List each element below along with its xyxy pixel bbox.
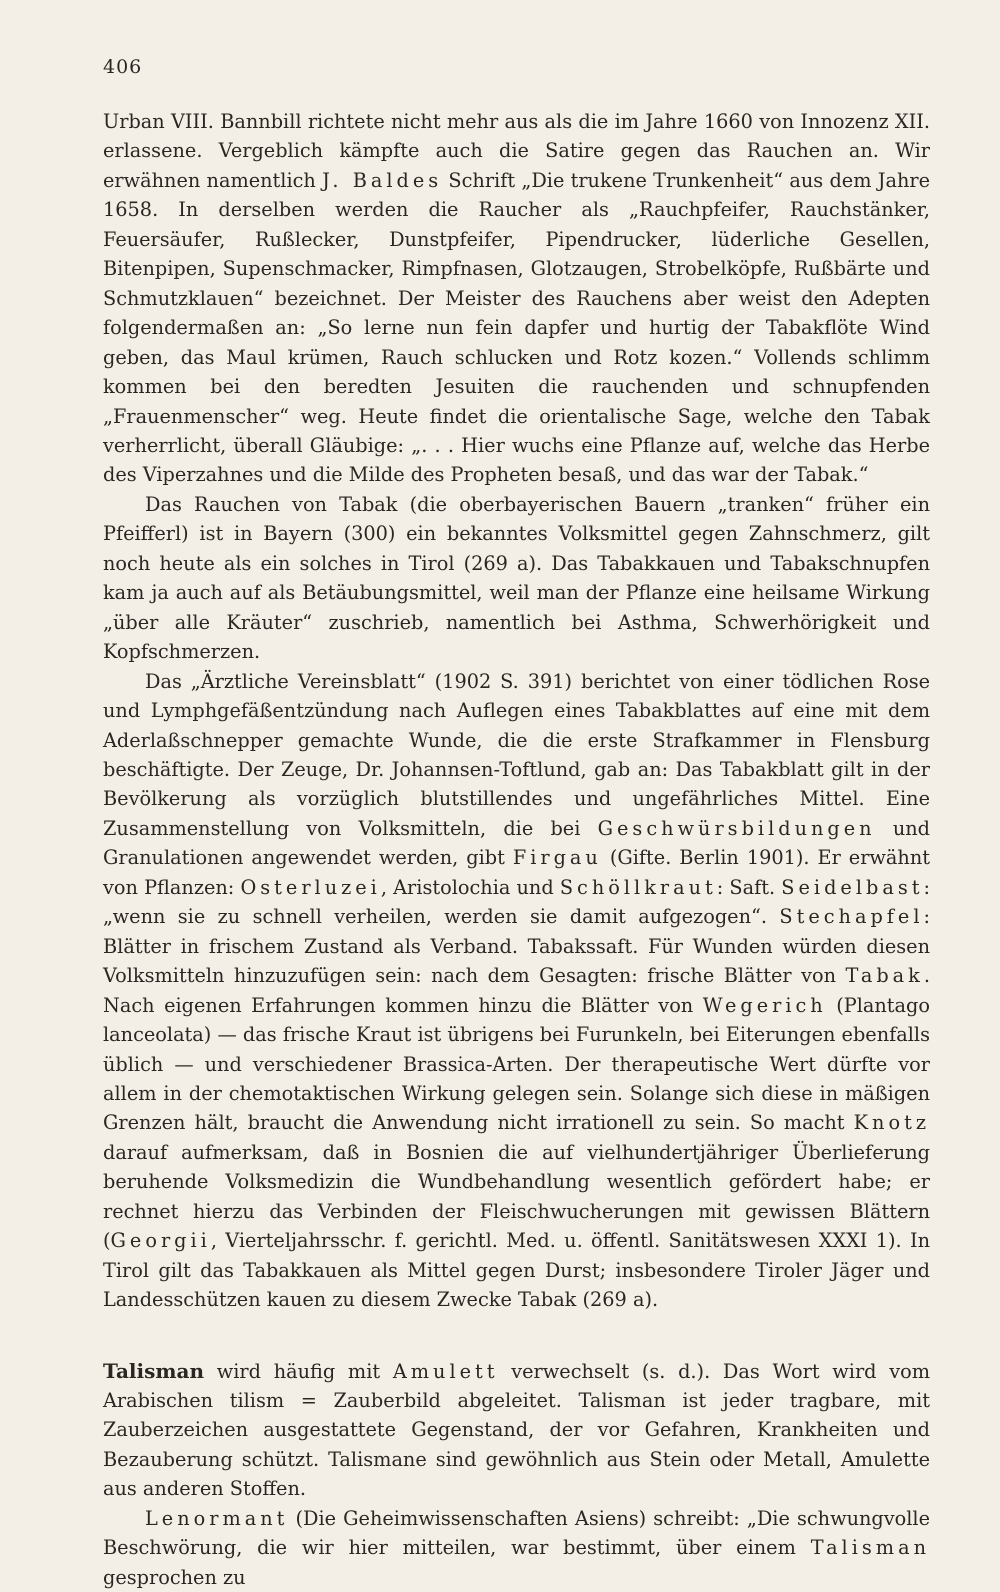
text-run: und Granulationen angewendet werden, gibt: [103, 816, 930, 870]
spaced-emphasis: Georgii: [110, 1229, 211, 1253]
spaced-emphasis: Geschwürsbildungen: [597, 816, 876, 840]
spaced-emphasis: Tabak: [845, 964, 924, 988]
spaced-emphasis: Amulett: [392, 1359, 499, 1383]
paragraph-talisman-entry: [103, 1357, 930, 1504]
text-run: (Gifte. Berlin 1901). Er erwähnt von Pflanzen:: [103, 846, 930, 899]
spaced-emphasis: Lenormant: [145, 1506, 289, 1530]
text-run: Das Rauchen von Tabak (die oberbayerischen Bauern „tranken“ früher ein Pfeifferl) ist in Bayern (300) ein bekanntes Volksmittel gegen Zahnschmerz, gilt noch heute als ein solches in Tirol (269 a). Das Tabakkauen und Tabakschnupfen kam ja auch auf als Betäubungsmittel, weil man der Pflanze eine heilsame Wirkung „über alle Kräuter“ zuschrieb, namentlich bei Asthma, Schwerhörigkeit und Kopfschmerzen.: [103, 492, 930, 664]
text-run: : „wenn sie zu schnell verheilen, werden sie damit aufgezogen“.: [103, 875, 930, 929]
paragraph-3: [103, 667, 930, 1315]
text-run: gesprochen zu: [103, 1565, 246, 1589]
paragraph-2: [103, 490, 930, 667]
spaced-emphasis: Stechapfel: [779, 905, 924, 929]
text-run: Urban VIII. Bannbill richtete nicht mehr aus als die im Jahre 1660 von Innozenz XII. erlassene. Vergeblich kämpfte auch die Satire gegen das Rauchen an. Wir erwähnen namentlich: [103, 110, 930, 192]
spaced-emphasis: J. Baldes: [322, 168, 443, 192]
text-run: : Saft.: [716, 875, 782, 899]
spaced-emphasis: Talisman: [810, 1536, 930, 1560]
paragraph-5: [103, 1504, 930, 1592]
spaced-emphasis: Firgau: [512, 846, 602, 870]
text-run: , Aristolochia und: [380, 875, 560, 899]
body-text: [103, 107, 930, 1592]
paragraph-1: [103, 107, 930, 490]
spaced-emphasis: Knotz: [853, 1111, 930, 1135]
text-run: wird häufig mit: [204, 1359, 393, 1383]
spaced-emphasis: Schöllkraut: [559, 875, 717, 899]
entry-headword: Talisman: [103, 1358, 205, 1383]
page-number: 406: [103, 56, 143, 78]
text-run: . Nach eigenen Erfahrungen kommen hinzu die Blätter von: [103, 964, 930, 1017]
text-run: (Plantago lanceolata) — das frische Kraut ist übrigens bei Furunkeln, bei Eiterungen ebenfalls üblich — und verschiedener Brassica-Arten. Der therapeutische Wert dürfte vor allem in der chemotaktischen Wirkung gelegen sein. Solange sich diese in mäßigen Grenzen hält, braucht die Anwendung nicht irrationell zu sein. So macht: [103, 993, 930, 1135]
text-run: (Die Geheimwissenschaften Asiens) schreibt: „Die schwungvolle Beschwörung, die wir hier mitteilen, war bestimmt, über einem: [103, 1506, 930, 1560]
text-run: , Vierteljahrsschr. f. gerichtl. Med. u. öffentl. Sanitätswesen XXXI 1). In Tirol gilt das Tabakkauen als Mittel gegen Durst; insbesondere Tiroler Jäger und Landesschützen kauen zu diesem Zwecke Tabak (269 a).: [103, 1229, 930, 1312]
text-run: darauf aufmerksam, daß in Bosnien die auf vielhundertjähriger Überlieferung beruhende Volksmedizin die Wundbehandlung wesentlich gefördert habe; er rechnet hierzu das Verbinden der Fleischwucherungen mit gewissen Blättern (: [103, 1140, 930, 1253]
spaced-emphasis: Seidelbast: [781, 875, 924, 899]
text-run: : Blätter in frischem Zustand als Verband. Tabakssaft. Für Wunden würden diesen Volksmitteln hinzuzufügen sein: nach dem Gesagten: frische Blätter von: [103, 905, 930, 988]
text-run: Schrift „Die trukene Trunkenheit“ aus dem Jahre 1658. In derselben werden die Raucher als „Rauchpfeifer, Rauchstänker, Feuersäufer, Rußlecker, Dunstpfeifer, Pipendrucker, lüderliche Gesellen, Bitenpipen, Supenschmacker, Rimpfnasen, Glotzaugen, Strobelköpfe, Rußbärte und Schmutzklauen“ bezeichnet. Der Meister des Rauchens aber weist den Adepten folgendermaßen an: „So lerne nun fein dapfer und hurtig der Tabakflöte Wind geben, das Maul krümen, Rauch schlucken und Rotz kozen.“ Vollends schlimm kommen bei den beredten Jesuiten die rauchenden und schnupfenden „Frauenmenscher“ weg. Heute findet die orientalische Sage, welche den Tabak verherrlicht, überall Gläubige: „. . . Hier wuchs eine Pflanze auf, welche das Herbe des Viperzahnes und die Milde des Propheten besaß, und das war der Tabak.“: [103, 168, 930, 487]
spaced-emphasis: Wegerich: [702, 993, 827, 1017]
text-run: verwechselt (s. d.). Das Wort wird vom Arabischen tilism = Zauberbild abgeleitet. Talisman ist jeder tragbare, mit Zauberzeichen ausgestattete Gegenstand, der vor Gefahren, Krankheiten und Bezauberung schützt. Talismane sind gewöhnlich aus Stein oder Metall, Amulette aus anderen Stoffen.: [103, 1359, 930, 1501]
text-run: Das „Ärztliche Vereinsblatt“ (1902 S. 391) berichtet von einer tödlichen Rose und Lymphgefäßentzündung nach Auflegen eines Tabakblattes auf eine mit dem Aderlaßschnepper gemachte Wunde, die die erste Strafkammer in Flensburg beschäftigte. Der Zeuge, Dr. Johannsen-Toftlund, gab an: Das Tabakblatt gilt in der Bevölkerung als vorzüglich blutstillendes und ungefährliches Mittel. Eine Zusammenstellung von Volksmitteln, die bei: [103, 669, 930, 840]
spaced-emphasis: Osterluzei: [240, 875, 381, 899]
